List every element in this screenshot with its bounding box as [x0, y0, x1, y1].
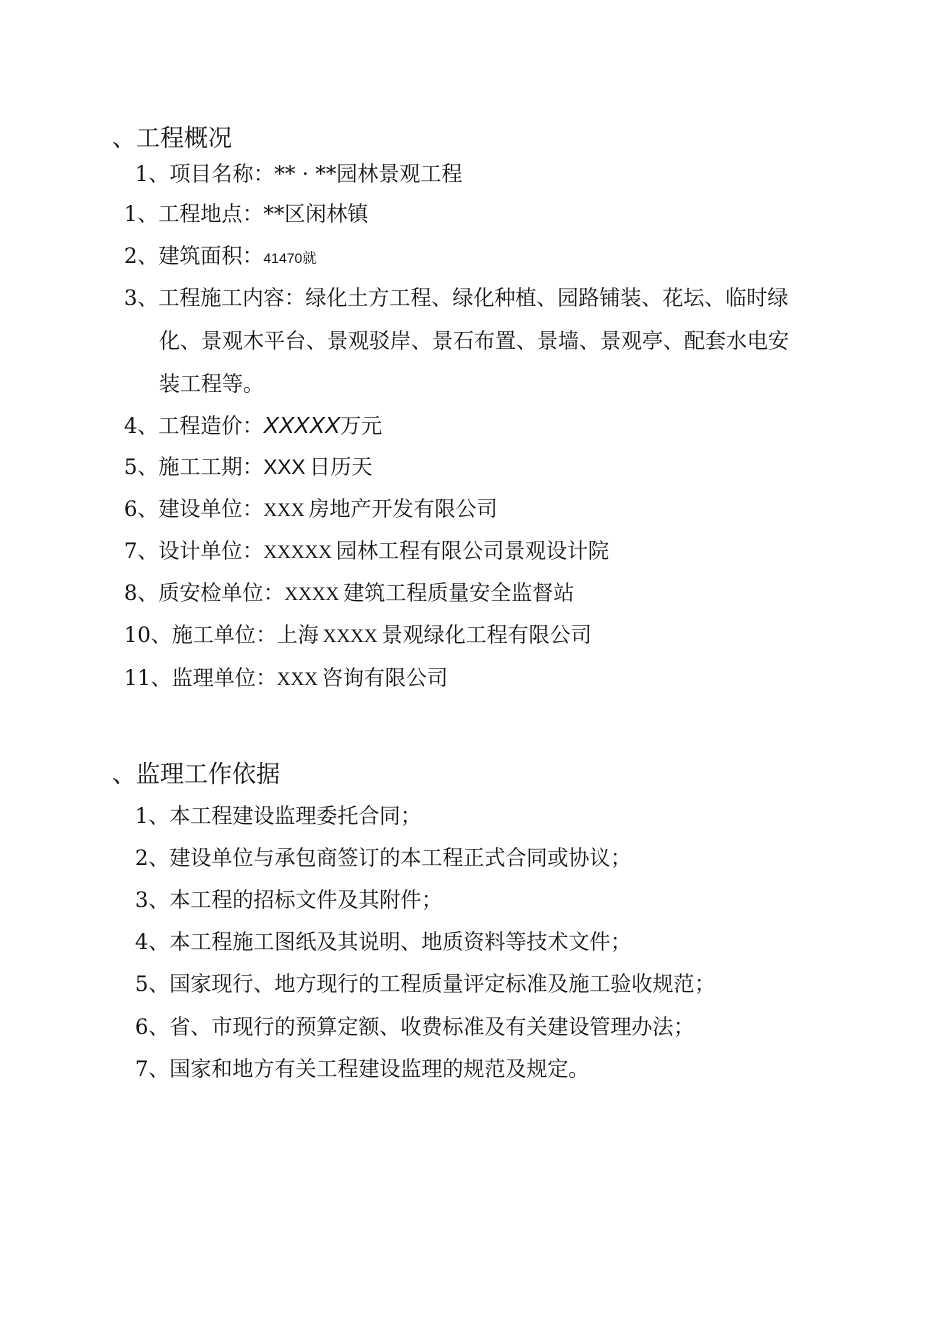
- cost-value: XXXXX: [263, 412, 341, 438]
- content-line-1: 3、工程施工内容：绿化土方工程、绿化种植、园路铺装、花坛、临时绿: [124, 286, 789, 310]
- list-item: 5、国家现行、地方现行的工程质量评定标准及施工验收规范；: [135, 972, 716, 996]
- designer-line: [124, 541, 609, 562]
- contractor-label: 10、施工单位：上海: [124, 623, 319, 647]
- list-item: 2、建设单位与承包商签订的本工程正式合同或协议；: [135, 846, 632, 870]
- list-item: 6、省、市现行的预算定额、收费标准及有关建设管理办法；: [135, 1015, 695, 1039]
- builder-suffix: 房地产开发有限公司: [308, 497, 498, 521]
- qa-label: 8、质安检单位：: [124, 581, 285, 605]
- cost-label: 4、工程造价：: [124, 414, 264, 438]
- list-item: 4、本工程施工图纸及其说明、地质资料等技术文件；: [135, 930, 632, 954]
- location-line: 1、工程地点：**区闲林镇: [124, 202, 369, 226]
- section-heading-overview: 、工程概况: [112, 124, 232, 152]
- supervisor-label: 11、监理单位：: [124, 666, 277, 690]
- area-label: 2、建筑面积：: [124, 244, 264, 268]
- cost-line: [124, 414, 382, 437]
- area-value: 41470: [263, 250, 303, 266]
- list-item: 7、国家和地方有关工程建设监理的规范及规定。: [135, 1057, 590, 1081]
- period-value: XXX: [263, 456, 306, 479]
- content-line-2: 化、景观木平台、景观驳岸、景石布置、景墙、景观亭、配套水电安: [159, 329, 789, 353]
- list-item: 1、本工程建设监理委托合同；: [135, 804, 422, 828]
- contractor-value: XXXX: [322, 626, 378, 647]
- cost-unit: 万元: [340, 414, 383, 438]
- builder-label: 6、建设单位：: [124, 497, 264, 521]
- contractor-line: [124, 625, 592, 646]
- period-line: [124, 457, 372, 478]
- qa-suffix: 建筑工程质量安全监督站: [343, 581, 575, 605]
- designer-suffix: 园林工程有限公司景观设计院: [335, 539, 609, 563]
- contractor-suffix: 景观绿化工程有限公司: [381, 623, 592, 647]
- period-unit: 日历天: [309, 455, 373, 479]
- project-name-line: 1、项目名称：** · **园林景观工程: [135, 162, 463, 186]
- area-unit: 就: [302, 250, 317, 266]
- supervisor-value: XXX: [276, 669, 318, 690]
- designer-label: 7、设计单位：: [124, 539, 264, 563]
- designer-value: XXXXX: [263, 542, 332, 563]
- section-heading-basis: 、监理工作依据: [112, 760, 280, 788]
- supervisor-line: [124, 668, 448, 689]
- list-item: 3、本工程的招标文件及其附件；: [135, 888, 443, 912]
- period-label: 5、施工工期：: [124, 455, 264, 479]
- qa-line: [124, 583, 574, 604]
- builder-value: XXX: [263, 500, 305, 521]
- content-line-3: 装工程等。: [159, 372, 264, 396]
- qa-value: XXXX: [284, 584, 340, 605]
- supervisor-suffix: 咨询有限公司: [321, 666, 448, 690]
- content-paragraph: [124, 277, 884, 406]
- area-line: [124, 246, 316, 267]
- builder-line: [124, 499, 498, 520]
